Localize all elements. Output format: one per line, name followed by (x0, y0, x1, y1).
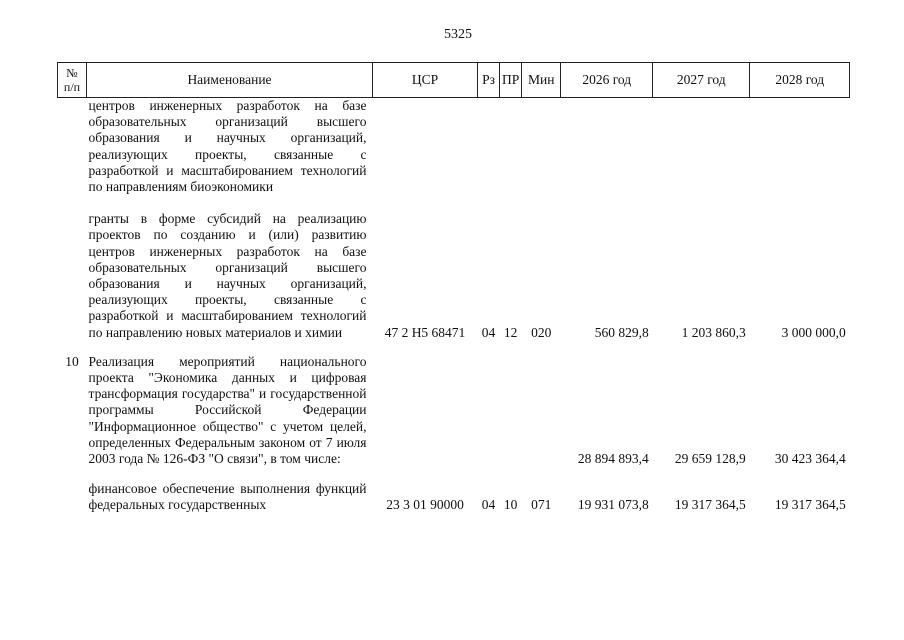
row-name: центров инженерных разработок на базе образовательных организаций высшего образования и научных организаций, реализующих проекты, связанные с разработкой и масштабированием технологий по направлениям биоэкономики (88, 98, 367, 195)
row-pr: 12 (503, 324, 518, 340)
row-number: 10 (65, 353, 79, 369)
row-pr (500, 98, 522, 196)
table-row (58, 98, 850, 196)
row-csr (373, 98, 478, 196)
row-2026: 19 931 073,8 (577, 497, 649, 513)
row-number (58, 467, 87, 513)
row-pr (500, 341, 522, 467)
row-min: 020 (531, 324, 552, 340)
table-row (58, 467, 850, 513)
page-number: 5325 (444, 27, 472, 42)
row-number (58, 195, 87, 341)
row-number (58, 98, 87, 196)
row-name: Реализация мероприятий национального проекта "Экономика данных и цифровая трансформация государства" и государственной программы Российской Федерации "Информационное общество" с учетом целей, определенных Федеральным законом от 7 июля 2003 года № 126-ФЗ "О связи", в том числе: (88, 353, 367, 467)
row-2026 (561, 98, 653, 196)
row-2026: 28 894 893,4 (577, 451, 649, 467)
row-2027 (653, 98, 750, 196)
row-2028: 30 423 364,4 (774, 451, 846, 467)
budget-table (57, 62, 850, 514)
header-num: № п/п (58, 63, 87, 98)
row-2028: 3 000 000,0 (781, 324, 846, 340)
row-csr (373, 341, 478, 467)
row-2027: 29 659 128,9 (674, 451, 746, 467)
row-min (522, 98, 561, 196)
header-2026: 2026 год (561, 63, 653, 98)
header-2027: 2027 год (653, 63, 750, 98)
header-csr: ЦСР (373, 63, 478, 98)
row-2028: 19 317 364,5 (774, 497, 846, 513)
row-rz (478, 98, 500, 196)
row-rz: 04 (481, 324, 496, 340)
header-2028: 2028 год (750, 63, 850, 98)
row-rz (478, 341, 500, 467)
row-min (522, 341, 561, 467)
row-2027: 19 317 364,5 (674, 497, 746, 513)
table-row (58, 195, 850, 341)
row-pr: 10 (503, 497, 518, 513)
header-pr: ПР (500, 63, 522, 98)
row-2028 (750, 98, 850, 196)
header-min: Мин (522, 63, 561, 98)
row-csr: 47 2 Н5 68471 (384, 324, 466, 340)
row-name: финансовое обеспечение выполнения функций федеральных государственных (88, 481, 367, 513)
table-row (58, 341, 850, 467)
row-name: гранты в форме субсидий на реализацию проектов по созданию и (или) развитию центров инженерных разработок на базе образовательных организаций высшего образования и научных организаций, реализующих проекты, связанные с разработкой и масштабированием технологий по направлению новых материалов и химии (88, 211, 367, 340)
row-rz: 04 (481, 497, 496, 513)
row-csr: 23 3 01 90000 (386, 497, 464, 513)
row-2026: 560 829,8 (594, 324, 649, 340)
row-min: 071 (531, 497, 552, 513)
header-rz: Рз (478, 63, 500, 98)
row-2027: 1 203 860,3 (681, 324, 746, 340)
header-name: Наименование (87, 63, 373, 98)
table-header (58, 63, 850, 98)
